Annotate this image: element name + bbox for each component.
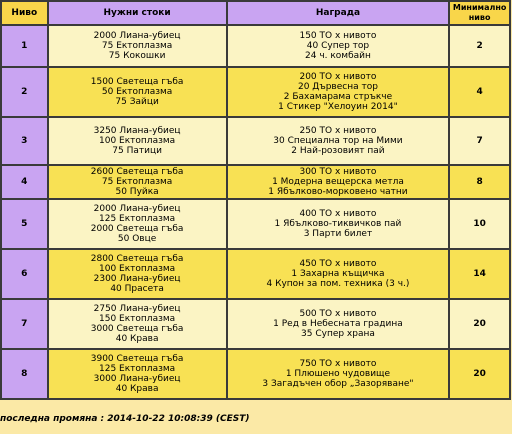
item-line: 75 Зайци: [115, 97, 159, 107]
item-line: 100 Ектоплазма: [99, 136, 176, 146]
item-line: 40 Прасета: [110, 284, 164, 294]
header-min-line1: Минимално: [452, 3, 507, 12]
reward-line: 2 Бахамарама стръкче: [283, 92, 393, 102]
item-line: 3000 Лиана-убиец: [93, 374, 181, 384]
item-line: 150 Ектоплазма: [99, 314, 176, 324]
item-line: 2000 Лиана-убиец: [93, 31, 181, 41]
reward-line: 4 Купон за пом. техника (3 ч.): [266, 279, 410, 289]
item-line: 40 Крава: [115, 334, 159, 344]
item-line: 2000 Лиана-убиец: [93, 204, 181, 214]
cell-min-level: 20: [449, 299, 510, 349]
reward-line: 500 ТО х нивото: [299, 309, 377, 319]
cell-level: 4: [1, 165, 48, 199]
reward-line: 200 ТО х нивото: [299, 72, 377, 82]
table-row: [1, 67, 510, 117]
cell-reward: [227, 249, 450, 299]
cell-items: [48, 199, 227, 249]
reward-line: 750 ТО х нивото: [299, 359, 377, 369]
cell-items: [48, 299, 227, 349]
header-reward: Награда: [227, 1, 450, 25]
table-row: [1, 117, 510, 165]
reward-line: 2 Най-розовият пай: [291, 146, 385, 156]
item-line: 2000 Светеща гъба: [90, 224, 184, 234]
cell-items: [48, 249, 227, 299]
item-line: 2300 Лиана-убиец: [93, 274, 181, 284]
cell-items: [48, 25, 227, 67]
cell-min-level: 14: [449, 249, 510, 299]
item-line: 3000 Светеща гъба: [90, 324, 184, 334]
cell-level: 7: [1, 299, 48, 349]
cell-min-level: 10: [449, 199, 510, 249]
table-row: [1, 165, 510, 199]
reward-line: 1 Захарна къщичка: [291, 269, 385, 279]
cell-items: [48, 67, 227, 117]
cell-level: 6: [1, 249, 48, 299]
rows-body: [1, 25, 510, 399]
reward-line: 30 Специална тор на Мими: [273, 136, 403, 146]
reward-line: 40 Супер тор: [306, 41, 370, 51]
last-modified: последна промяна : 2014-10-22 10:08:39 (CEST): [0, 414, 250, 424]
reward-line: 1 Плюшено чудовище: [285, 369, 391, 379]
table-row: [1, 199, 510, 249]
item-line: 2750 Лиана-убиец: [93, 304, 181, 314]
item-line: 50 Овце: [117, 234, 157, 244]
cell-level: 8: [1, 349, 48, 399]
reward-line: 24 ч. комбайн: [305, 51, 371, 61]
item-line: 100 Ектоплазма: [99, 264, 176, 274]
item-line: 3250 Лиана-убиец: [93, 126, 181, 136]
cell-reward: [227, 67, 450, 117]
cell-items: [48, 349, 227, 399]
reward-line: 3 Парти билет: [303, 229, 373, 239]
header-row: [1, 1, 510, 25]
reward-line: 3 Загадъчен обор „Зазоряване": [262, 379, 414, 389]
header-items: Нужни стоки: [48, 1, 227, 25]
reward-line: 400 ТО х нивото: [299, 209, 377, 219]
item-line: 125 Ектоплазма: [99, 364, 176, 374]
cell-min-level: 2: [449, 25, 510, 67]
cell-min-level: 4: [449, 67, 510, 117]
reward-line: 1 Модерна вещерска метла: [272, 177, 404, 187]
cell-level: 3: [1, 117, 48, 165]
item-line: 50 Пуйка: [115, 187, 159, 197]
header-min-level: [449, 1, 510, 25]
item-line: 2600 Светеща гъба: [90, 167, 184, 177]
table-row: [1, 349, 510, 399]
item-line: 2800 Светеща гъба: [90, 254, 184, 264]
item-line: 3900 Светеща гъба: [90, 354, 184, 364]
reward-line: 1 Ябълково-морковено чатни: [268, 187, 408, 197]
cell-items: [48, 165, 227, 199]
item-line: 1500 Светеща гъба: [90, 77, 184, 87]
item-line: 75 Патици: [112, 146, 162, 156]
reward-line: 1 Ред в Небесната градина: [273, 319, 403, 329]
cell-min-level: 7: [449, 117, 510, 165]
reward-line: 150 ТО х нивото: [299, 31, 377, 41]
table-row: [1, 299, 510, 349]
header-min-line2: ниво: [468, 13, 491, 22]
item-line: 75 Ектоплазма: [101, 177, 173, 187]
cell-reward: [227, 199, 450, 249]
cell-min-level: 20: [449, 349, 510, 399]
header-level: Ниво: [1, 1, 48, 25]
cell-items: [48, 117, 227, 165]
reward-line: 250 ТО х нивото: [299, 126, 377, 136]
item-line: 75 Ектоплазма: [101, 41, 173, 51]
cell-reward: [227, 165, 450, 199]
cell-reward: [227, 349, 450, 399]
reward-line: 1 Стикер "Хелоуин 2014": [278, 102, 398, 112]
item-line: 75 Кокошки: [108, 51, 166, 61]
cell-reward: [227, 117, 450, 165]
reward-line: 20 Дървесна тор: [297, 82, 378, 92]
cell-level: 2: [1, 67, 48, 117]
item-line: 125 Ектоплазма: [99, 214, 176, 224]
item-line: 40 Крава: [115, 384, 159, 394]
table-row: [1, 249, 510, 299]
reward-line: 300 ТО х нивото: [299, 167, 377, 177]
cell-level: 1: [1, 25, 48, 67]
cell-reward: [227, 25, 450, 67]
reward-line: 1 Ябълково-тиквичков пай: [274, 219, 402, 229]
reward-line: 35 Супер храна: [301, 329, 375, 339]
table-row: [1, 25, 510, 67]
cell-reward: [227, 299, 450, 349]
reward-line: 450 ТО х нивото: [299, 259, 377, 269]
cell-min-level: 8: [449, 165, 510, 199]
item-line: 50 Ектоплазма: [101, 87, 173, 97]
cell-level: 5: [1, 199, 48, 249]
